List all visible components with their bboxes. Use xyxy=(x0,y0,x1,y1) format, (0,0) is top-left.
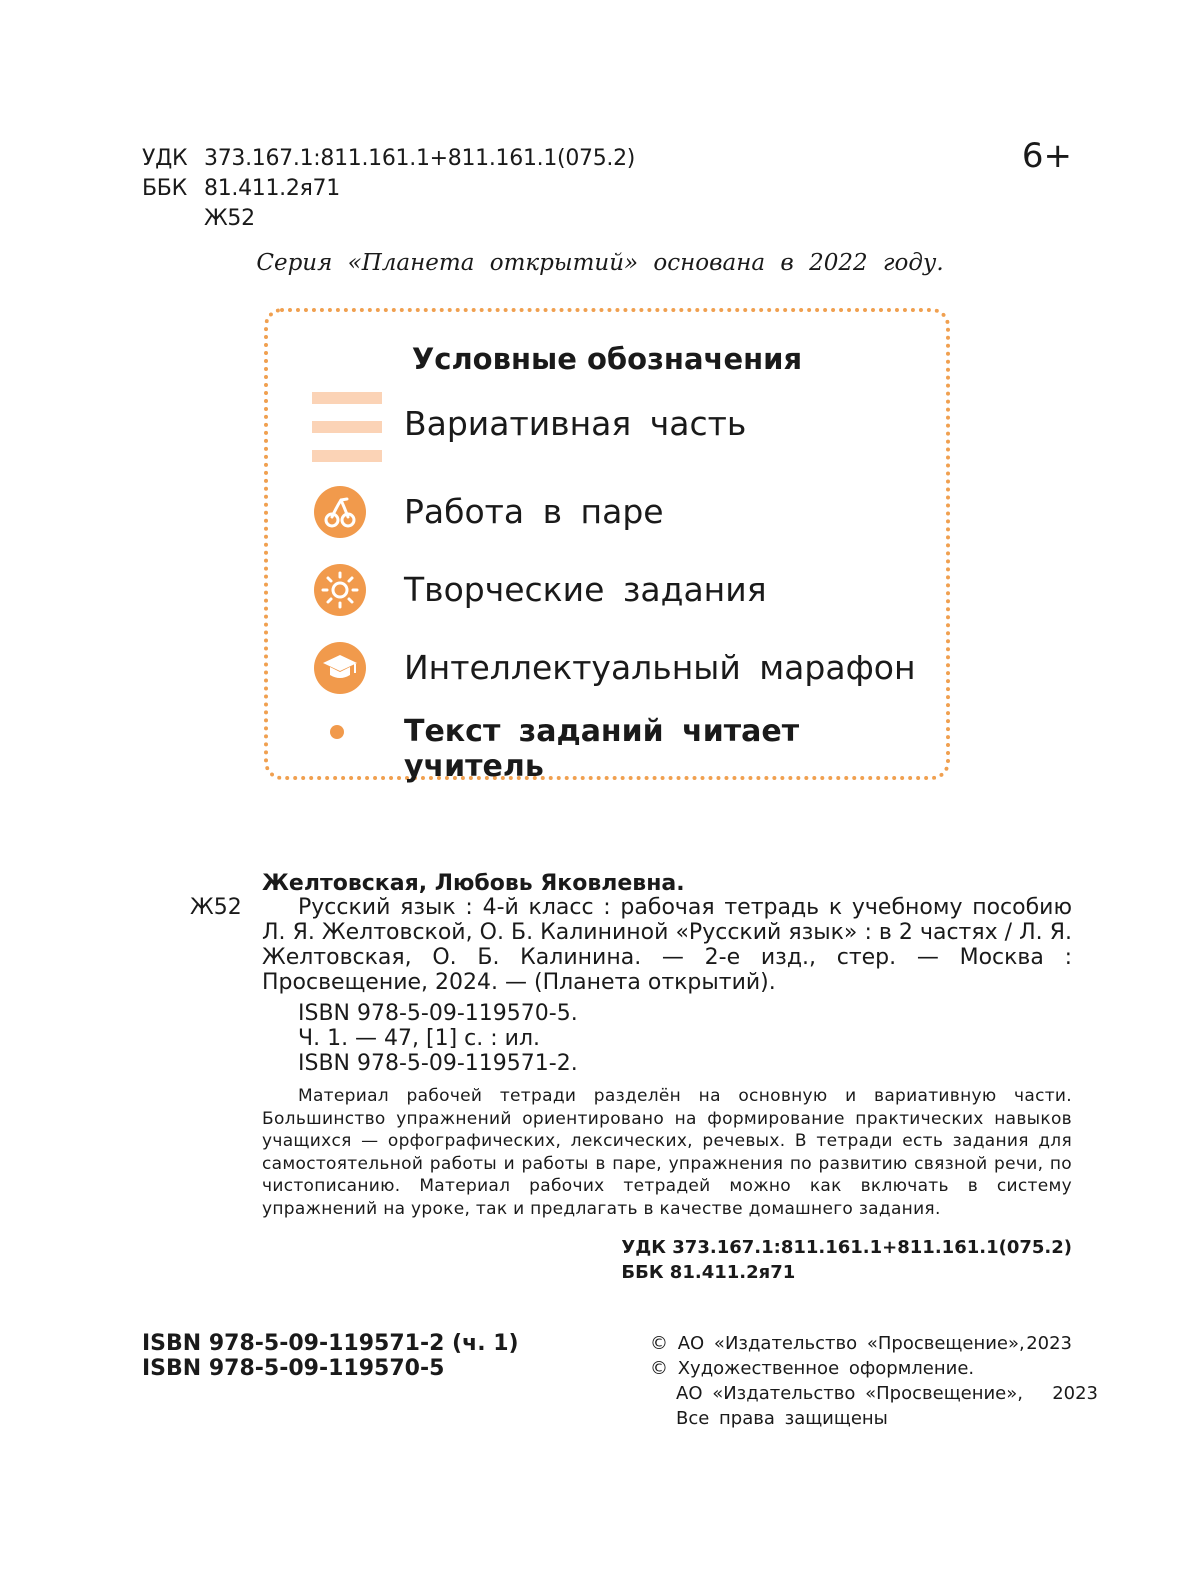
udk-value: 373.167.1:811.161.1+811.161.1(075.2) xyxy=(204,146,636,171)
series-note: Серия «Планета открытий» основана в 2022 году. xyxy=(256,250,944,276)
legend-item-pair-work: Работа в паре xyxy=(404,492,664,531)
bbk-bottom: ББК 81.411.2я71 xyxy=(621,1262,796,1283)
description-text: Русский язык : 4-й класс : рабочая тетрадь к учебному пособию Л. Я. Желтовской, О. Б. Калининой «Русский язык» : в 2 частях / Л. Я. Желтовская, О. Б. Калинина. — 2-е изд., стер. — Москва : Просвещение, 2024. — (Планета открытий). xyxy=(262,895,1072,995)
stripes-icon xyxy=(312,392,382,462)
legend-item-marathon: Интеллектуальный марафон xyxy=(404,648,916,687)
isbn-line: ISBN 978-5-09-119570-5. xyxy=(298,1001,578,1026)
age-rating: 6+ xyxy=(1021,136,1072,176)
isbn-full: ISBN 978-5-09-119570-5 xyxy=(142,1356,445,1381)
copyright-line: © Художественное оформление. xyxy=(650,1358,975,1379)
copyright-line: АО «Издательство «Просвещение», xyxy=(676,1383,1023,1404)
isbn-line: Ч. 1. — 47, [1] с. : ил. xyxy=(298,1026,541,1051)
author-name: Желтовская, Любовь Яковлевна. xyxy=(262,871,685,896)
cherries-icon xyxy=(314,486,366,538)
bibliographic-description xyxy=(262,895,1072,995)
copyright-year: 2023 xyxy=(1026,1333,1072,1354)
isbn-line: ISBN 978-5-09-119571-2. xyxy=(298,1051,578,1076)
udk-line xyxy=(142,146,635,171)
sun-icon xyxy=(314,564,366,616)
author-code-left: Ж52 xyxy=(190,895,242,920)
isbn-list xyxy=(298,1001,578,1076)
bbk-value: 81.411.2я71 xyxy=(204,176,340,201)
rights-reserved: Все права защищены xyxy=(676,1408,888,1429)
legend-title: Условные обозначения xyxy=(411,342,803,376)
annotation-text: Материал рабочей тетради разделён на основную и вариативную части. Большинство упражнений ориентировано на формирование практических навыков учащихся — орфографических, лексических, речевых. В тетради есть задания для самостоятельной работы и работы в паре, упражнения по развитию связной речи, по чистописанию. Материал рабочих тетрадей можно как включать в систему упражнений на уроке, так и предлагать в качестве домашнего задания. xyxy=(262,1086,1072,1219)
isbn-bottom xyxy=(142,1331,519,1381)
author-code: Ж52 xyxy=(204,206,255,231)
copyright-line: © АО «Издательство «Просвещение», xyxy=(650,1333,1025,1354)
legend-box xyxy=(264,308,950,784)
annotation xyxy=(262,1085,1072,1220)
udk-label: УДК xyxy=(142,146,188,171)
copyright-year: 2023 xyxy=(1052,1383,1098,1404)
author-code-line xyxy=(142,206,255,231)
legend-item-variative: Вариативная часть xyxy=(404,404,747,443)
udk-bottom: УДК 373.167.1:811.161.1+811.161.1(075.2) xyxy=(621,1237,1072,1258)
legend-item-creative: Творческие задания xyxy=(404,570,767,609)
bbk-label: ББК xyxy=(142,176,187,201)
bbk-line xyxy=(142,176,340,201)
dot-icon xyxy=(330,725,344,739)
legend-item-teacher-reads: Текст заданий читает учитель xyxy=(404,714,800,784)
graduation-cap-icon xyxy=(314,642,366,694)
udk-bbk-bottom xyxy=(621,1235,1072,1285)
copyright-block xyxy=(650,1331,1098,1431)
isbn-part-1: ISBN 978-5-09-119571-2 (ч. 1) xyxy=(142,1331,519,1356)
